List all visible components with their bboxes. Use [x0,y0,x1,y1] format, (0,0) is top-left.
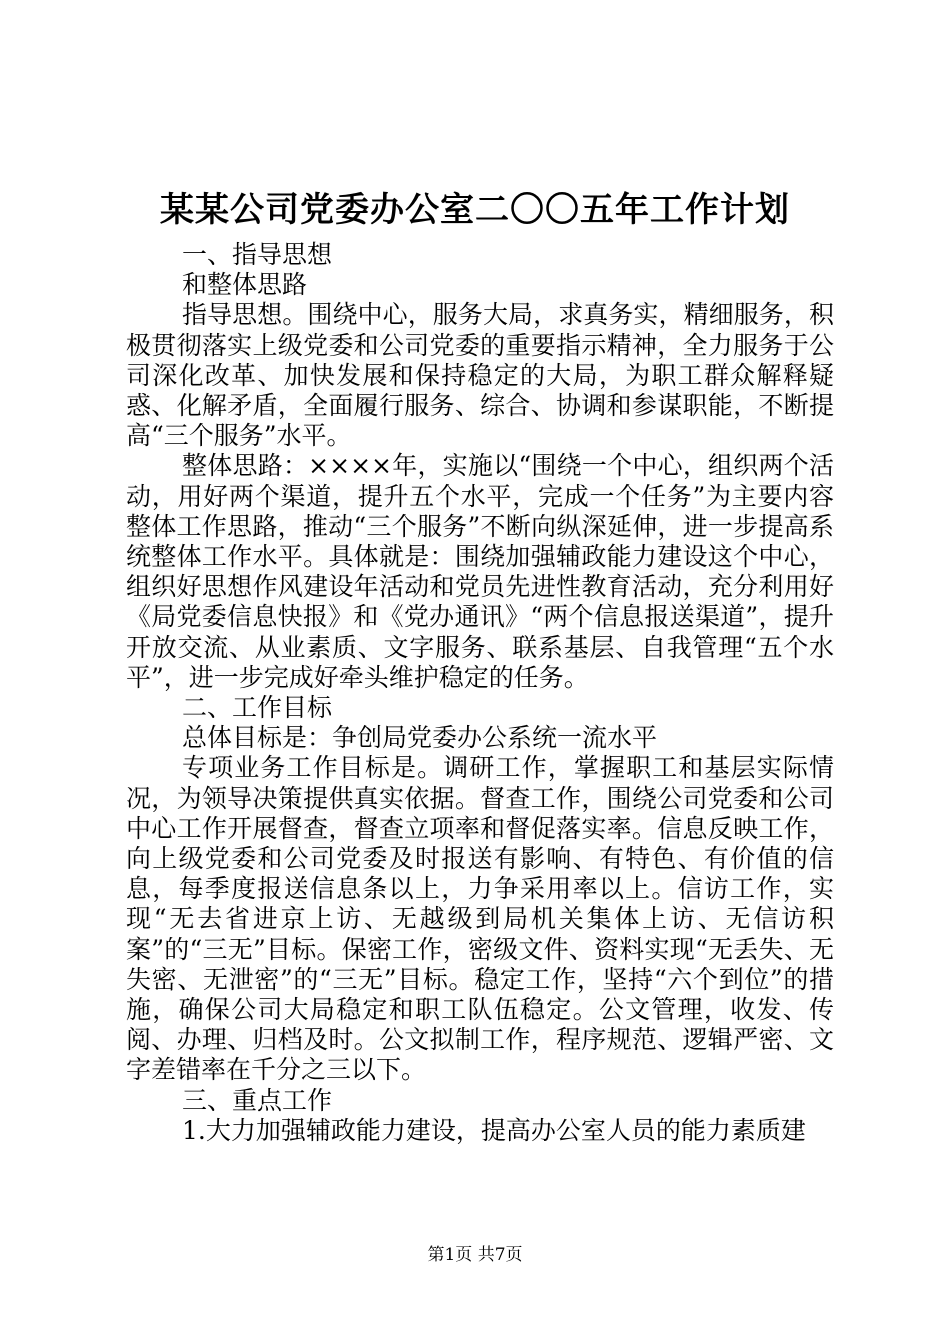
paragraph-overall-goal: 总体目标是：争创局党委办公系统一流水平 [182,723,658,753]
paragraph-specific-goals: 专项业务工作目标是。调研工作，掌握职工和基层实际情况，为领导决策提供真实依据。督查工作，围绕公司党委和公司中心工作开展督查，督查立项率和督促落实率。信息反映工作，向上级党委和公司党委及时报送有影响、有特色、有价值的信息，每季度报送信息条以上，力争采用率以上。信访工作，实现“无去省进京上访、无越级到局机关集体上访、无信访积案”的“三无”目标。保密工作，密级文件、资料实现“无丢失、无失密、无泄密”的“三无”目标。稳定工作，坚持“六个到位”的措施，确保公司大局稳定和职工队伍稳定。公文管理，收发、传阅、办理、归档及时。公文拟制工作，程序规范、逻辑严密、文字差错率在千分之三以下。 [126,753,834,1085]
document-title: 某某公司党委办公室二〇〇五年工作计划 [160,190,790,230]
page-footer: 第1页 共7页 [427,1245,523,1265]
section-heading-guiding-ideology: 一、指导思想 [182,240,333,269]
paragraph-guiding-ideology: 指导思想。围绕中心，服务大局，求真务实，精细服务，积极贯彻落实上级党委和公司党委的重要指示精神，全力服务于公司深化改革、加快发展和保持稳定的大局，为职工群众解释疑惑、化解矛盾，全面履行服务、综合、协调和参谋职能，不断提高“三个服务”水平。 [126,300,834,451]
section-heading-work-goals: 二、工作目标 [182,693,333,723]
paragraph-key-work-1: 1.大力加强辅政能力建设，提高办公室人员的能力素质建 [182,1115,806,1145]
section-heading-key-work: 三、重点工作 [182,1085,333,1115]
document-body [126,240,834,1146]
section-heading-overall-approach: 和整体思路 [182,270,308,300]
paragraph-overall-approach: 整体思路：××××年，实施以“围绕一个中心，组织两个活动，用好两个渠道，提升五个水平，完成一个任务”为主要内容整体工作思路，推动“三个服务”不断向纵深延伸，进一步提高系统整体工作水平。具体就是：围绕加强辅政能力建设这个中心，组织好思想作风建设年活动和党员先进性教育活动，充分利用好《局党委信息快报》和《党办通讯》“两个信息报送渠道”，提升开放交流、从业素质、文字服务、联系基层、自我管理“五个水平”，进一步完成好牵头维护稳定的任务。 [126,451,834,692]
